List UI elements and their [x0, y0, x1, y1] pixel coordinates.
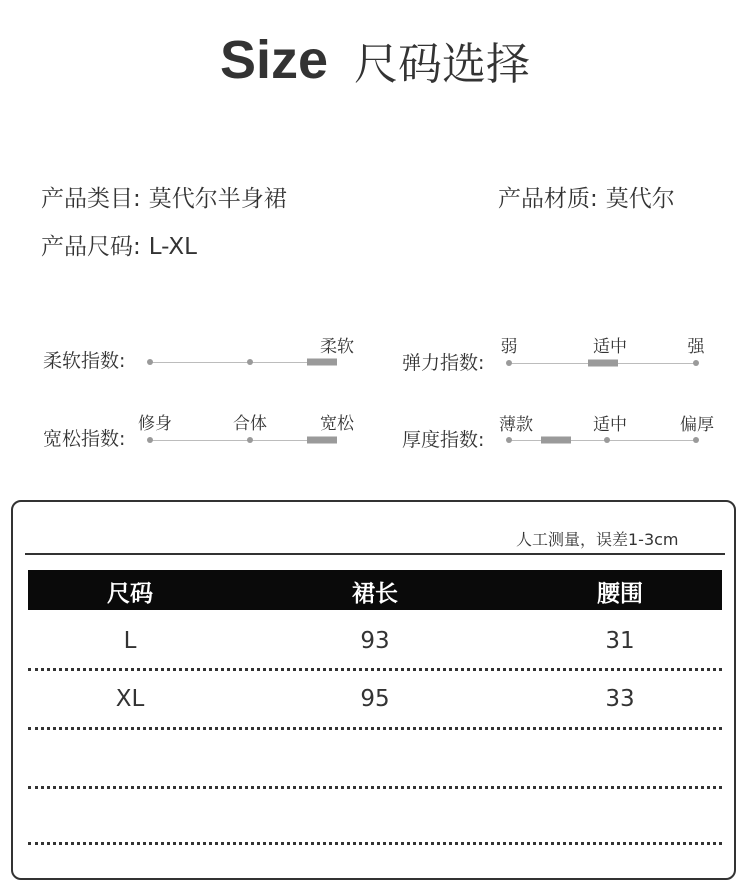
header-skirt-length: 裙长 — [352, 581, 398, 607]
elasticity-label: 弹力指数: — [402, 352, 485, 374]
thickness-dot — [693, 437, 699, 443]
header-size: 尺码 — [107, 581, 153, 607]
elasticity-marker — [588, 360, 618, 367]
cell-skirt-length: 93 — [360, 628, 390, 654]
note-divider — [25, 553, 725, 555]
looseness-word-mid: 合体 — [233, 414, 267, 434]
softness-marker — [307, 359, 337, 366]
table-row — [28, 738, 722, 778]
elasticity-word-high: 强 — [687, 337, 705, 357]
title-english: Size — [219, 30, 329, 90]
product-category-label: 产品类目: — [41, 186, 141, 212]
elasticity-word-low: 弱 — [500, 337, 518, 357]
product-size-label: 产品尺码: — [41, 234, 141, 260]
softness-label: 柔软指数: — [43, 350, 126, 372]
measurement-note: 人工测量，误差1-3cm — [516, 530, 679, 549]
elasticity-word-mid: 适中 — [593, 337, 627, 357]
row-divider — [28, 842, 722, 845]
looseness-word-high: 宽松 — [320, 414, 354, 434]
product-material — [498, 180, 675, 213]
softness-dot — [247, 359, 253, 365]
thickness-marker — [541, 437, 571, 444]
looseness-label: 宽松指数: — [43, 428, 126, 450]
cell-waist: 33 — [605, 686, 635, 712]
cell-waist: 31 — [605, 628, 635, 654]
table-header — [28, 570, 722, 610]
softness-word-high: 柔软 — [320, 337, 354, 357]
header-waist: 腰围 — [597, 581, 643, 607]
elasticity-dot — [506, 360, 512, 366]
thickness-word-high: 偏厚 — [680, 415, 714, 435]
looseness-dot — [247, 437, 253, 443]
thickness-dot — [506, 437, 512, 443]
product-material-label: 产品材质: — [498, 186, 598, 212]
looseness-marker — [307, 437, 337, 444]
table-row — [28, 796, 722, 836]
softness-dot — [147, 359, 153, 365]
cell-size: XL — [115, 686, 145, 712]
thickness-dot — [604, 437, 610, 443]
page-title — [0, 28, 750, 92]
cell-skirt-length: 95 — [360, 686, 390, 712]
product-size — [41, 228, 197, 261]
table-row — [28, 622, 722, 662]
thickness-label: 厚度指数: — [402, 429, 485, 451]
elasticity-dot — [693, 360, 699, 366]
looseness-dot — [147, 437, 153, 443]
cell-size: L — [123, 628, 137, 654]
looseness-word-low: 修身 — [138, 414, 172, 434]
row-divider — [28, 668, 722, 671]
product-material-value: 莫代尔 — [605, 186, 675, 212]
table-row — [28, 680, 722, 720]
title-chinese: 尺码选择 — [354, 39, 531, 90]
thickness-word-mid: 适中 — [593, 415, 627, 435]
product-size-value: L-XL — [148, 234, 197, 260]
product-category-value: 莫代尔半身裙 — [148, 186, 287, 212]
row-divider — [28, 727, 722, 730]
product-category — [41, 180, 287, 213]
row-divider — [28, 786, 722, 789]
thickness-track — [509, 440, 696, 441]
thickness-word-low: 薄款 — [499, 415, 533, 435]
